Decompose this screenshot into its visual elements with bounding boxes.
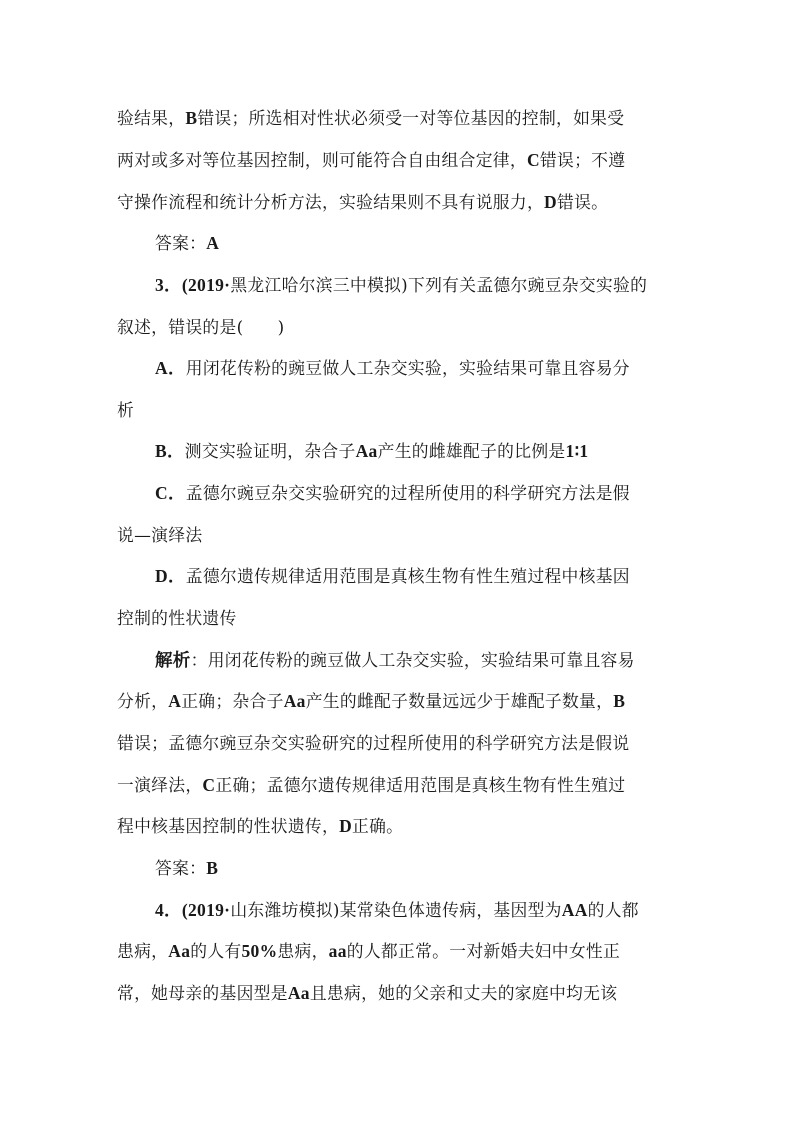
explanation-text: 正确 — [181, 691, 216, 711]
question-source-close: ) — [401, 275, 409, 295]
q3-option-b — [155, 441, 588, 461]
option-letter: C． — [155, 483, 186, 503]
question-number: 4． — [155, 900, 182, 920]
q4-stem-line-2 — [117, 941, 620, 961]
explanation-text: 程中核基因控制的性状遗传， — [117, 816, 340, 836]
answer-value: A — [206, 233, 220, 253]
genotype: Aa — [283, 691, 306, 711]
text: 两对或多对等位基因控制，则可能符合自由组合定律， — [117, 150, 527, 170]
text: 错误。 — [557, 192, 609, 212]
text: 错误；所选相对性状必须受一对等位基因的控制，如果受 — [197, 108, 625, 128]
prev-explanation-line-3 — [117, 192, 608, 212]
option-text-cont: 说—演绎法 — [117, 525, 203, 545]
answer-label: 答案： — [155, 858, 207, 878]
option-text: 孟德尔遗传规律适用范围是真核生物有性生殖过程中核基因 — [185, 566, 630, 586]
question-source: 山东潍坊模拟 — [230, 900, 333, 920]
option-ref: A — [168, 691, 182, 711]
explanation-text: 一演绎法， — [117, 775, 203, 795]
q3-option-a-cont — [117, 400, 134, 420]
q3-explanation-line-1 — [155, 650, 635, 670]
text: 守操作流程和统计分析方法，实验结果则不具有说服力， — [117, 192, 545, 212]
question-source-open: (2019· — [181, 900, 231, 920]
option-ref: D — [544, 192, 557, 212]
explanation-text: 分析， — [117, 691, 169, 711]
q3-option-d-cont — [117, 608, 237, 628]
explanation-text: 杂合子 — [232, 691, 284, 711]
q4-stem-line-1 — [155, 900, 639, 920]
option-ref: C — [202, 775, 216, 795]
question-source-open: (2019· — [181, 275, 231, 295]
explanation-text: ：用闭花传粉的豌豆做人工杂交实验，实验结果可靠且容易 — [190, 650, 635, 670]
option-ref: C — [526, 150, 540, 170]
q3-stem-line-2 — [117, 317, 284, 337]
question-stem: 常，她母亲的基因型是 — [117, 983, 288, 1003]
q4-stem-line-3 — [117, 983, 617, 1003]
genotype: Aa — [355, 441, 378, 461]
prev-explanation-line-1 — [117, 108, 624, 128]
q3-explanation-line-2 — [117, 691, 625, 711]
question-stem: 的人有 — [190, 941, 242, 961]
q3-answer — [155, 858, 218, 878]
option-letter: A． — [155, 358, 186, 378]
percentage: 50% — [241, 941, 278, 961]
ratio: 1∶1 — [565, 441, 589, 461]
text: 验结果， — [117, 108, 186, 128]
text: 错误；不遵 — [539, 150, 626, 170]
question-source: 黑龙江哈尔滨三中模拟 — [230, 275, 402, 295]
explanation-label: 解析 — [155, 650, 191, 670]
q3-option-a — [155, 358, 630, 378]
explanation-text: 正确；孟德尔遗传规律适用范围是真核生物有性生殖过 — [215, 775, 626, 795]
genotype: Aa — [168, 941, 191, 961]
option-ref: D — [339, 816, 353, 836]
question-stem: 患病， — [277, 941, 329, 961]
option-text: 用闭花传粉的豌豆做人工杂交实验，实验结果可靠且容易分 — [185, 358, 630, 378]
question-stem: 的人都正常。一对新婚夫妇中女性正 — [346, 941, 621, 961]
prev-explanation-line-2 — [117, 150, 625, 170]
question-stem: 且患病，她的父亲和丈夫的家庭中均无该 — [309, 983, 618, 1003]
option-ref: B — [185, 108, 198, 128]
question-stem: 的人都 — [587, 900, 639, 920]
q3-explanation-line-5 — [117, 816, 403, 836]
option-letter: D． — [155, 566, 186, 586]
answer-label: 答案： — [155, 233, 207, 253]
option-text: 测交实验证明，杂合子 — [184, 441, 356, 461]
question-stem: 患病， — [117, 941, 169, 961]
genotype: Aa — [287, 983, 310, 1003]
option-letter: B． — [155, 441, 185, 461]
question-number: 3． — [155, 275, 182, 295]
question-stem: 某常染色体遗传病，基因型为 — [339, 900, 562, 920]
option-ref: B — [613, 691, 626, 711]
explanation-text: 错误；孟德尔豌豆杂交实验研究的过程所使用的科学研究方法是假说 — [117, 733, 630, 753]
explanation-text: ； — [215, 691, 233, 711]
q3-option-c — [155, 483, 630, 503]
q3-option-d — [155, 566, 630, 586]
option-text-cont: 析 — [117, 400, 135, 420]
q3-option-c-cont — [117, 525, 202, 545]
question-source-close: ) — [332, 900, 340, 920]
q3-stem-line-1 — [155, 275, 647, 295]
question-stem: 下列有关孟德尔豌豆杂交实验的 — [408, 275, 648, 295]
option-text-cont: 控制的性状遗传 — [117, 608, 237, 628]
explanation-text: 产生的雌配子数量远远少于雄配子数量， — [305, 691, 614, 711]
explanation-text: 正确。 — [352, 816, 404, 836]
prev-answer — [155, 233, 219, 253]
question-stem-cont: 叙述，错误的是( ) — [117, 317, 285, 337]
q3-explanation-line-3 — [117, 733, 629, 753]
q3-explanation-line-4 — [117, 775, 625, 795]
genotype: AA — [561, 900, 588, 920]
genotype: aa — [328, 941, 347, 961]
option-text: 孟德尔豌豆杂交实验研究的过程所使用的科学研究方法是假 — [185, 483, 630, 503]
option-text: 产生的雌雄配子的比例是 — [377, 441, 566, 461]
answer-value: B — [206, 858, 219, 878]
